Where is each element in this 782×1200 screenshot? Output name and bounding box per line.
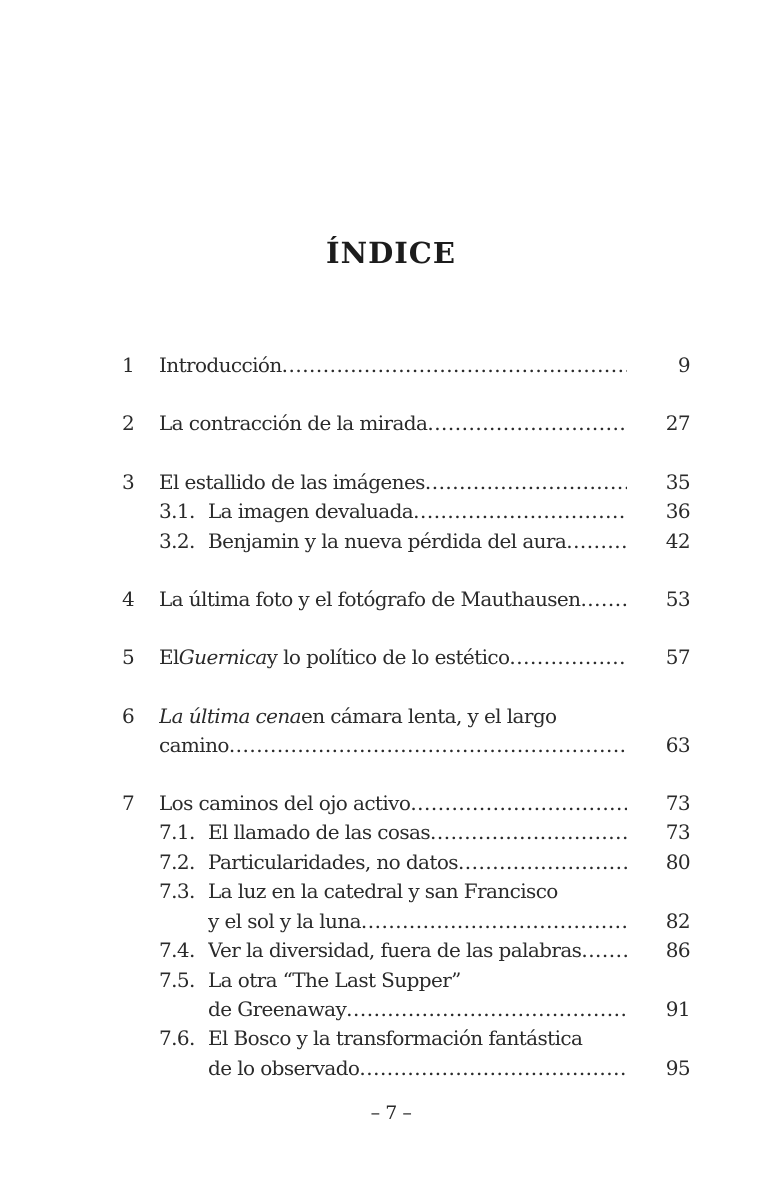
page-number: 82 xyxy=(665,909,690,933)
toc-entry xyxy=(0,1024,782,1052)
title-text: en cámara lenta, y el largo xyxy=(300,704,557,728)
toc-entry-title xyxy=(208,497,627,525)
toc-entry-title xyxy=(159,585,627,613)
title-text: El xyxy=(159,645,179,669)
dot-leader xyxy=(361,907,627,935)
toc-entry xyxy=(0,527,782,555)
page-number: 95 xyxy=(665,1056,690,1080)
toc-entry xyxy=(0,731,782,759)
title-text: Ver la diversidad, fuera de las palabras xyxy=(208,938,582,962)
title-text: y el sol y la luna xyxy=(208,909,361,933)
chapter-number: 7 xyxy=(122,791,135,815)
chapter-number: 3 xyxy=(122,470,135,494)
page-number-footer: – 7 – xyxy=(370,1102,412,1124)
toc-entry-title xyxy=(159,789,627,817)
toc-entry xyxy=(0,351,782,379)
toc-entry xyxy=(0,1054,782,1082)
toc-entry-title xyxy=(159,351,627,379)
title-text: El estallido de las imágenes xyxy=(159,470,425,494)
toc-entry-title xyxy=(159,643,627,671)
toc-entry xyxy=(0,789,782,817)
toc-entry xyxy=(0,409,782,437)
toc-entry xyxy=(0,936,782,964)
toc-entry-title xyxy=(208,877,678,905)
section-number: 7.1. xyxy=(159,820,195,844)
dot-leader xyxy=(580,585,627,613)
toc-entry-title xyxy=(208,527,627,555)
section-number: 3.2. xyxy=(159,529,195,553)
toc-entry-title xyxy=(159,409,627,437)
toc-entry xyxy=(0,585,782,613)
page-number: 53 xyxy=(665,587,690,611)
page-number: 35 xyxy=(665,470,690,494)
toc-entry-title xyxy=(208,1024,678,1052)
title-text: camino xyxy=(159,733,229,757)
dot-leader xyxy=(282,351,627,379)
section-number: 7.4. xyxy=(159,938,195,962)
toc-entry xyxy=(0,643,782,671)
title-text: La otra “The Last Supper” xyxy=(208,968,461,992)
title-text: Introducción xyxy=(159,353,282,377)
section-number: 7.6. xyxy=(159,1026,195,1050)
chapter-number: 2 xyxy=(122,411,135,435)
dot-leader xyxy=(359,1054,627,1082)
toc-entry-title xyxy=(208,848,627,876)
page-title: ÍNDICE xyxy=(326,236,456,270)
dot-leader xyxy=(430,818,627,846)
toc-entry-title xyxy=(208,995,627,1023)
title-text: de Greenaway xyxy=(208,997,347,1021)
page-number: 36 xyxy=(665,499,690,523)
title-text: Los caminos del ojo activo xyxy=(159,791,411,815)
page-number: 63 xyxy=(665,733,690,757)
section-number: 7.5. xyxy=(159,968,195,992)
toc-entry-title xyxy=(208,907,627,935)
toc-entry xyxy=(0,907,782,935)
page-number: 9 xyxy=(677,353,690,377)
title-text: La imagen devaluada xyxy=(208,499,414,523)
toc-entry xyxy=(0,818,782,846)
title-text: La última foto y el fotógrafo de Mauthausen xyxy=(159,587,581,611)
toc-entry xyxy=(0,468,782,496)
dot-leader xyxy=(427,409,627,437)
section-number: 7.3. xyxy=(159,879,195,903)
page-number: 57 xyxy=(665,645,690,669)
title-text: y lo político de lo estético xyxy=(266,645,510,669)
dot-leader xyxy=(566,527,627,555)
italic-title-text: Guernica xyxy=(178,645,267,669)
dot-leader xyxy=(410,789,627,817)
toc-entry xyxy=(0,966,782,994)
section-number: 3.1. xyxy=(159,499,195,523)
title-text: El llamado de las cosas xyxy=(208,820,430,844)
dot-leader xyxy=(581,936,627,964)
title-text: El Bosco y la transformación fantástica xyxy=(208,1026,583,1050)
title-text: de lo observado xyxy=(208,1056,360,1080)
toc-entry xyxy=(0,497,782,525)
title-text: Particularidades, no datos xyxy=(208,850,458,874)
toc-entry-title xyxy=(159,702,629,730)
toc-entry xyxy=(0,702,782,730)
page-number: 91 xyxy=(665,997,690,1021)
page-number: 86 xyxy=(665,938,690,962)
chapter-number: 4 xyxy=(122,587,135,611)
toc-entry xyxy=(0,995,782,1023)
chapter-number: 6 xyxy=(122,704,135,728)
toc-entry xyxy=(0,877,782,905)
toc-entry xyxy=(0,848,782,876)
chapter-number: 5 xyxy=(122,645,135,669)
title-text: La contracción de la mirada xyxy=(159,411,428,435)
title-text: La luz en la catedral y san Francisco xyxy=(208,879,558,903)
dot-leader xyxy=(229,731,627,759)
page-number: 27 xyxy=(665,411,690,435)
page-number: 42 xyxy=(665,529,690,553)
section-number: 7.2. xyxy=(159,850,195,874)
dot-leader xyxy=(509,643,627,671)
toc-entry-title xyxy=(208,936,627,964)
toc-entry-title xyxy=(208,818,627,846)
dot-leader xyxy=(346,995,627,1023)
page-number: 80 xyxy=(665,850,690,874)
page-number: 73 xyxy=(665,820,690,844)
chapter-number: 1 xyxy=(122,353,135,377)
title-text: Benjamin y la nueva pérdida del aura xyxy=(208,529,567,553)
toc-entry-title xyxy=(159,468,627,496)
toc-entry-title xyxy=(208,966,678,994)
dot-leader xyxy=(458,848,627,876)
toc-entry-title xyxy=(208,1054,627,1082)
page-number: 73 xyxy=(665,791,690,815)
italic-title-text: La última cena xyxy=(159,704,301,728)
dot-leader xyxy=(425,468,627,496)
dot-leader xyxy=(413,497,627,525)
toc-entry-title xyxy=(159,731,627,759)
